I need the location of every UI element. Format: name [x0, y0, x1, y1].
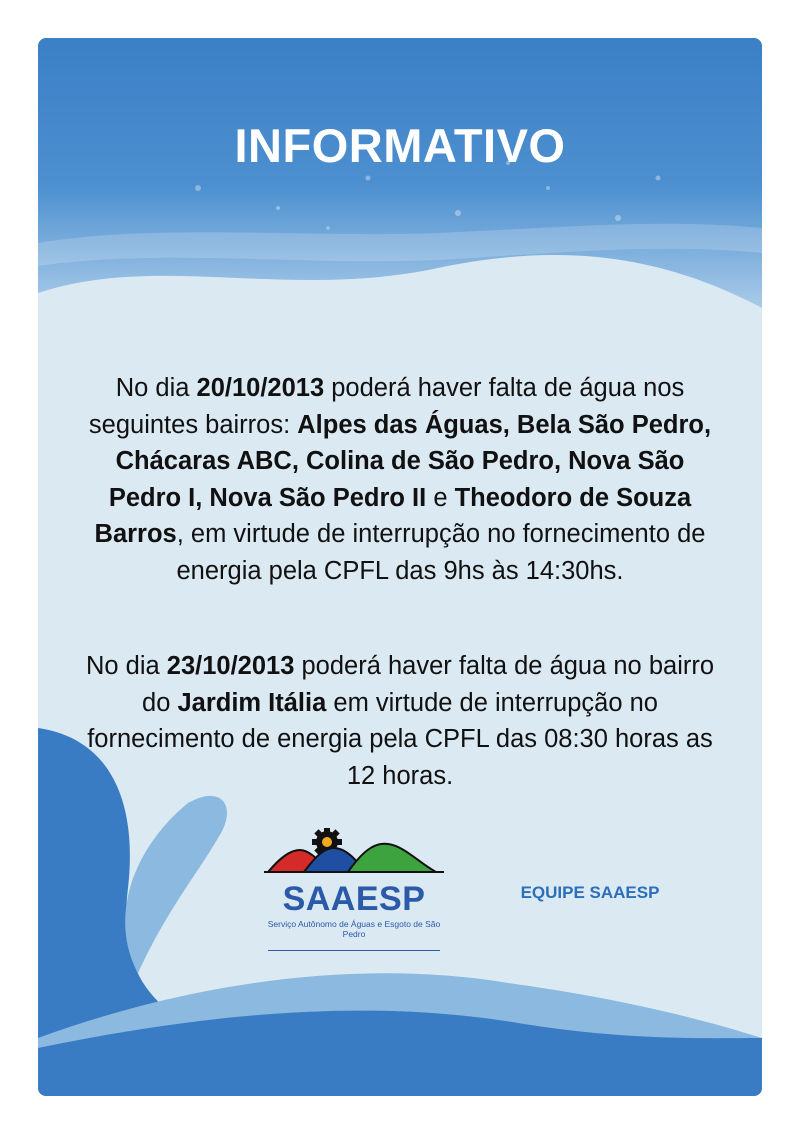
signature: EQUIPE SAAESP — [520, 883, 660, 902]
page-title: INFORMATIVO — [234, 119, 566, 172]
logo-name: SAAESP — [282, 880, 426, 918]
neighborhood-name: Theodoro de Souza Barros — [94, 483, 692, 548]
notice-poster — [38, 38, 762, 1096]
notice-paragraph-2: No dia 23/10/2013 poderá haver falta de água no bairro do Jardim Itália em virtude de interrupção no fornecimento de energia pela CPFL das 08:30 horas as 12 horas. — [85, 652, 715, 790]
notice-paragraph-1: No dia 20/10/2013 poderá haver falta de água nos seguintes bairros: Alpes das Águas, Bela São Pedro, Chácaras ABC, Colina de São Pedro, Nova São Pedro I, Nova São Pedro II e Theodoro de Souza Barros, em virtude de interrupção no fornecimento de energia pela CPFL das 9hs às 14:30hs. — [88, 374, 712, 585]
neighborhood-name: Jardim Itália — [177, 688, 327, 717]
logo-tagline: Serviço Autônomo de Águas e Esgoto de São Pedro — [267, 919, 441, 939]
mountains-gear-icon — [264, 828, 454, 888]
logo-divider — [268, 950, 440, 951]
neighborhood-list: Alpes das Águas, Bela São Pedro, Chácaras ABC, Colina de São Pedro, Nova São Pedro I, Nova São Pedro II — [108, 410, 712, 512]
saaesp-logo — [264, 828, 454, 958]
notice-date: 23/10/2013 — [166, 652, 295, 680]
notice-date: 20/10/2013 — [196, 374, 325, 402]
